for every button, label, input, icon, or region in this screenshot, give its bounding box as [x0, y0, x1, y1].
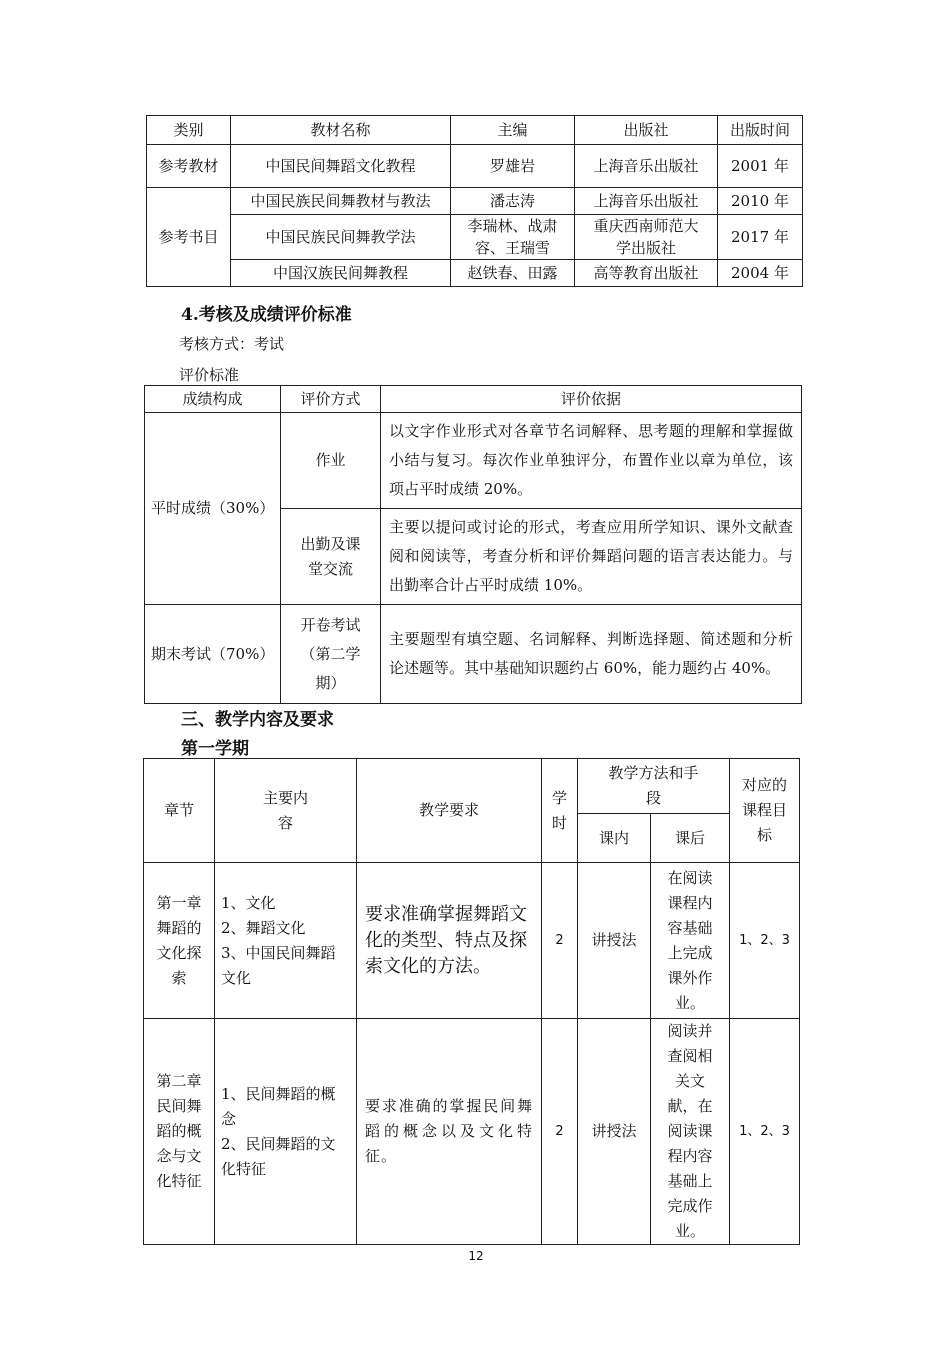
teaching-requirement: 要求准确掌握舞蹈文化的类型、特点及探索文化的方法。 [357, 863, 542, 1019]
assessment-method: 考核方式：考试 [179, 335, 285, 353]
course-goals: 1、2、3 [730, 863, 800, 1019]
header-methods: 教学方法和手段 [578, 759, 730, 814]
main-content-item: 1、文化 [221, 893, 276, 912]
book-publisher: 高等教育出版社 [575, 260, 718, 287]
main-content-item: 3、中国民间舞蹈文化 [221, 943, 336, 987]
evaluation-header-row [145, 386, 802, 413]
book-name: 中国民族民间舞教材与教法 [231, 188, 451, 215]
header-publisher: 出版社 [575, 116, 718, 145]
book-editor: 李瑞林、战肃容、王瑞雪 [451, 215, 575, 260]
page-number: 12 [468, 1249, 484, 1263]
evaluation-basis: 主要题型有填空题、名词解释、判断选择题、简述题和分析论述题等。其中基础知识题约占 60%，能力题约占 40%。 [381, 605, 802, 704]
assessment-heading: 4.考核及成绩评价标准 [181, 305, 352, 325]
table-row [144, 1019, 800, 1245]
table-row [147, 188, 803, 215]
book-publisher: 上海音乐出版社 [575, 145, 718, 188]
chapter-title: 第一章舞蹈的文化探索 [144, 863, 215, 1019]
table-row [147, 260, 803, 287]
table-row [147, 215, 803, 260]
evaluation-way: 出勤及课堂交流 [281, 509, 381, 605]
textbook-header-row [147, 116, 803, 145]
table-row [145, 605, 802, 704]
book-year: 2001 年 [718, 145, 803, 188]
book-name: 中国汉族民间舞教程 [231, 260, 451, 287]
header-after-class: 课后 [651, 814, 730, 863]
header-hours: 学时 [542, 759, 578, 863]
table-row [145, 413, 802, 509]
evaluation-basis: 主要以提问或讨论的形式，考查应用所学知识、课外文献查阅和阅读等，考查分析和评价舞蹈问题的语言表达能力。与出勤率合计占平时成绩 10%。 [381, 509, 802, 605]
book-category: 参考书目 [147, 188, 231, 287]
book-editor: 潘志涛 [451, 188, 575, 215]
header-year: 出版时间 [718, 116, 803, 145]
evaluation-basis: 以文字作业形式对各章节名词解释、思考题的理解和掌握做小结与复习。每次作业单独评分，布置作业以章为单位，该项占平时成绩 20%。 [381, 413, 802, 509]
header-basis: 评价依据 [381, 386, 802, 413]
class-hours: 2 [542, 863, 578, 1019]
main-content [215, 863, 357, 1019]
grade-component: 期末考试（70%） [145, 605, 281, 704]
header-requirements: 教学要求 [357, 759, 542, 863]
chapter-title: 第二章民间舞蹈的概念与文化特征 [144, 1019, 215, 1245]
main-content [215, 1019, 357, 1245]
textbook-table [146, 115, 803, 287]
after-class-method: 阅读并查阅相关文献，在阅读课程内容基础上完成作业。 [651, 1019, 730, 1245]
book-publisher: 上海音乐出版社 [575, 188, 718, 215]
header-editor: 主编 [451, 116, 575, 145]
header-book-name: 教材名称 [231, 116, 451, 145]
teaching-requirement: 要求准确的掌握民间舞蹈的概念以及文化特征。 [357, 1019, 542, 1245]
class-hours: 2 [542, 1019, 578, 1245]
book-category: 参考教材 [147, 145, 231, 188]
book-year: 2004 年 [718, 260, 803, 287]
header-in-class: 课内 [578, 814, 651, 863]
grade-component: 平时成绩（30%） [145, 413, 281, 605]
book-name: 中国民间舞蹈文化教程 [231, 145, 451, 188]
teaching-content-table [143, 758, 800, 1245]
table-row [144, 863, 800, 1019]
header-category: 类别 [147, 116, 231, 145]
after-class-method: 在阅读课程内容基础上完成课外作业。 [651, 863, 730, 1019]
main-content-item: 1、民间舞蹈的概念 [221, 1084, 336, 1128]
section-heading: 三、教学内容及要求 [181, 710, 334, 730]
book-editor: 罗雄岩 [451, 145, 575, 188]
book-editor: 赵铁春、田露 [451, 260, 575, 287]
header-goals: 对应的课程目标 [730, 759, 800, 863]
evaluation-way: 作业 [281, 413, 381, 509]
evaluation-way: 开卷考试（第二学期） [281, 605, 381, 704]
table-row [147, 145, 803, 188]
book-name: 中国民族民间舞教学法 [231, 215, 451, 260]
header-component: 成绩构成 [145, 386, 281, 413]
evaluation-standard-label: 评价标准 [179, 366, 240, 384]
header-way: 评价方式 [281, 386, 381, 413]
in-class-method: 讲授法 [578, 863, 651, 1019]
evaluation-table [144, 385, 802, 704]
course-goals: 1、2、3 [730, 1019, 800, 1245]
content-header-row [144, 759, 800, 814]
in-class-method: 讲授法 [578, 1019, 651, 1245]
semester-heading: 第一学期 [181, 739, 249, 759]
header-chapter: 章节 [144, 759, 215, 863]
main-content-item: 2、民间舞蹈的文化特征 [221, 1134, 336, 1178]
book-publisher: 重庆西南师范大学出版社 [575, 215, 718, 260]
book-year: 2017 年 [718, 215, 803, 260]
book-year: 2010 年 [718, 188, 803, 215]
header-main-content: 主要内容 [215, 759, 357, 863]
main-content-item: 2、舞蹈文化 [221, 918, 306, 937]
